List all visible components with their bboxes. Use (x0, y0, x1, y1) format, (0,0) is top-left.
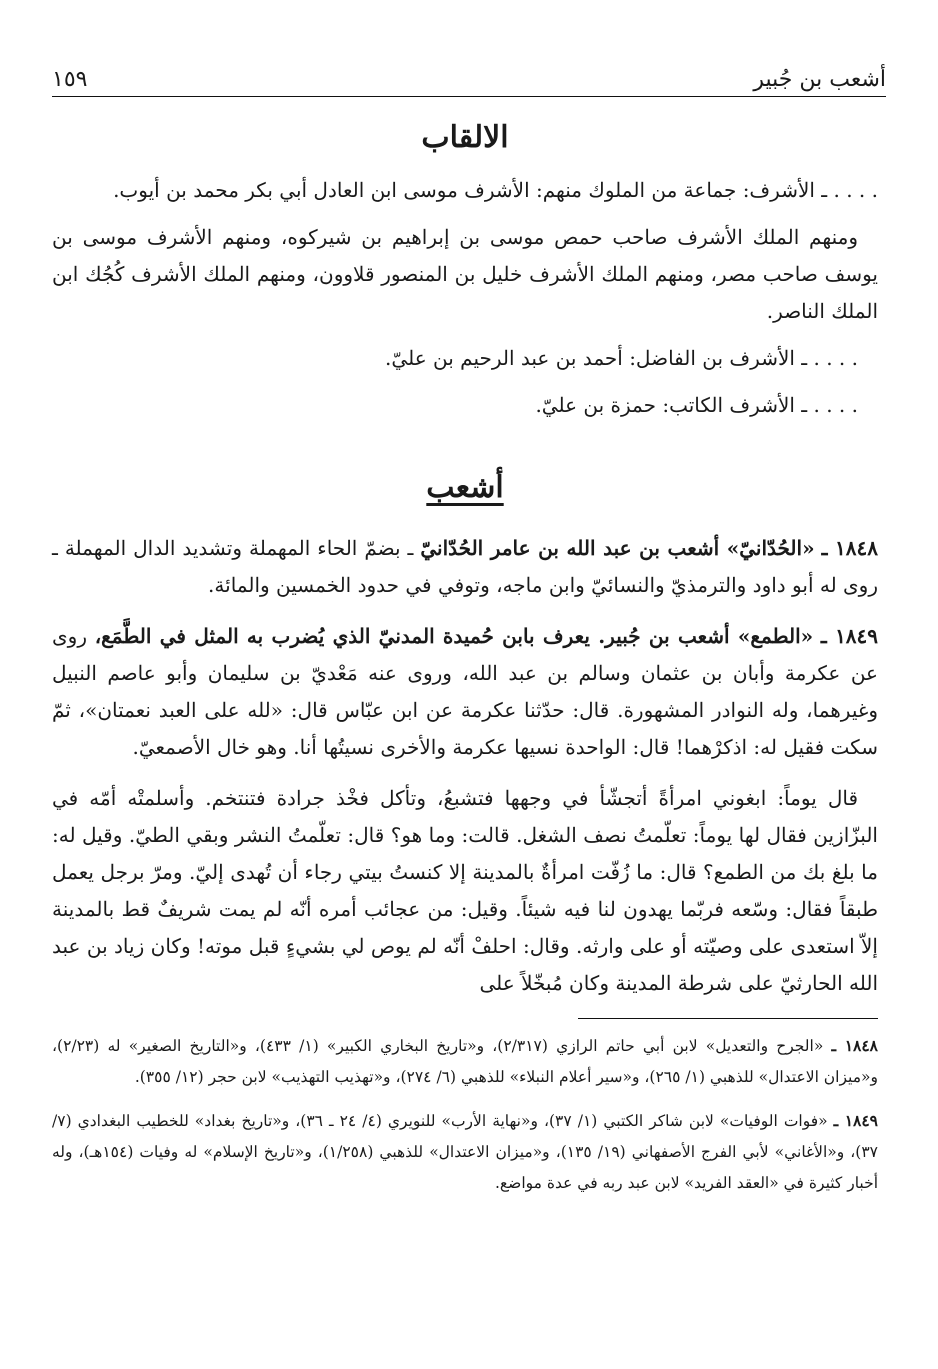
alqab-paragraph-4: . . . . ـ الأشرف الكاتب: حمزة بن عليّ. (535, 393, 858, 417)
running-head-title: أشعب بن جُبير (753, 67, 886, 92)
alqab-paragraph-2: ومنهم الملك الأشرف صاحب حمص موسى بن إبراهيم بن شيركوه، ومنهم الأشرف موسى بن يوسف صاحب مصر، ومنهم الملك الأشرف خليل بن المنصور قلاوون، ومنهم الملك الأشرف كُجُك ابن الملك الناصر. (52, 225, 878, 323)
alqab-paragraph-3: . . . . ـ الأشرف بن الفاضل: أحمد بن عبد الرحيم بن عليّ. (385, 346, 858, 370)
running-head (52, 52, 886, 92)
entry-number: ١٨٤٨ ـ (821, 536, 878, 560)
alqab-paragraph-1: . . . . ـ الأشرف: جماعة من الملوك منهم: الأشرف موسى ابن العادل أبي بكر محمد بن أيوب. (113, 178, 878, 202)
footnotes (52, 1030, 878, 1211)
footnote-divider (578, 1018, 878, 1019)
footnote-text: «فوات الوفيات» لابن شاكر الكتبي (١/ ٣٧)، و«نهاية الأرب» للنويري (٤/ ٢٤ ـ ٣٦)، و«تاريخ بغداد» للخطيب البغدادي (٧/ ٣٧)، و«الأغاني» لأبي الفرج الأصفهاني (١٩/ ١٣٥)، و«ميزان الاعتدال» للذهبي (١/٢٥٨)، و«تاريخ الإسلام» له وفيات (١٥٤هـ)، وله أخبار كثيرة في «العقد الفريد» لابن عبد ربه في عدة مواضع. (52, 1112, 879, 1192)
footnote-text: «الجرح والتعديل» لابن أبي حاتم الرازي (٢/٣١٧)، و«تاريخ البخاري الكبير» (١/ ٤٣٣)، و«التاريخ الصغير» له (٢/٢٣)، و«ميزان الاعتدال» للذهبي (١/ ٢٦٥)، و«سير أعلام النبلاء» للذهبي (٦/ ٢٧٤)، و«تهذيب التهذيب» لابن حجر (١٢/ ٣٥٥). (52, 1037, 878, 1086)
section-title-alqab: الالقاب (421, 120, 509, 155)
footnote-1848 (52, 1030, 878, 1093)
entry-number: ١٨٤٩ ـ (820, 624, 879, 648)
section-title-ashab: أشعب (426, 470, 504, 505)
entry-heading: «الحُدّانيّ» أشعب بن عبد الله بن عامر الحُدّانيّ (420, 536, 815, 560)
story-paragraph: قال يوماً: ابغوني امرأةً أتجشّأ في وجهها فتشبعُ، وتأكل فخْذ جرادة فتنتخم. وأسلمتْه أمّه في البزّازين فقال لها يوماً: تعلّمتُ نصف الشغل. قالت: وما هو؟ قال: تعلّمتُ النشر وبقي الطيّ. وقيل له: ما بلغ بك من الطمع؟ قال: ما زُفّت امرأةٌ بالمدينة إلا كنستُ بيتي رجاء أن تُهدى إليّ. ومرّ برجل يعمل طبقاً فقال: وسّعه فربّما يهدون لنا فيه شيئاً. وقيل: من عجائب أمره أنّه لم يمت شريفٌ قط بالمدينة إلاّ استعدى على وصيّته أو على وارثه. وقال: احلفْ أنّه لم يوص لي بشيءٍ قبل موته! وكان زياد بن عبد الله الحارثيّ على شرطة المدينة وكان مُبخّلاً على (52, 786, 878, 995)
footnote-number: ١٨٤٨ ـ (831, 1036, 878, 1055)
footnote-number: ١٨٤٩ ـ (833, 1111, 879, 1130)
entry-1849 (52, 618, 878, 766)
page-number: ١٥٩ (52, 67, 88, 92)
entry-body: روى عن عكرمة وأبان بن عثمان وسالم بن عبد الله، وروى عنه مَعْديّ بن سليمان وأبو عاصم النبيل وغيرهما، وله النوادر المشهورة. قال: حدّثنا عكرمة عن ابن عبّاس قال: «لله على العبد نعمتان»، ثمّ سكت فقيل له: اذكرْهما! قال: الواحدة نسيها عكرمة والأخرى نسيتُها أنا. وهو خال الأصمعيّ. (52, 624, 878, 759)
entry-heading: «الطمع» أشعب بن جُبير. يعرف بابن حُميدة المدنيّ الذي يُضرب به المثل في الطَّمَع، (94, 624, 814, 648)
header-divider (52, 96, 886, 97)
footnote-1849 (52, 1105, 878, 1199)
entry-body: ـ بضمّ الحاء المهملة وتشديد الدال المهملة ـ روى له أبو داود والترمذيّ والنسائيّ وابن ماجه، وتوفي في حدود الخمسين والمائة. (52, 536, 878, 597)
main-text (52, 112, 878, 1012)
entry-1848 (52, 530, 878, 604)
